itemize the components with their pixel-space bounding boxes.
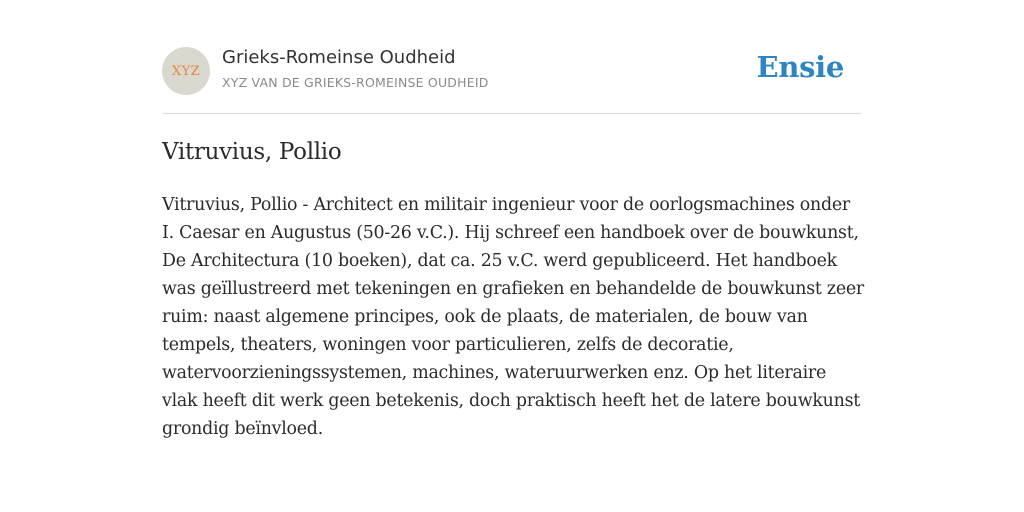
source-avatar[interactable] [162,47,210,95]
brand-logo[interactable]: Ensie [756,50,844,84]
source-header [162,45,862,97]
source-title[interactable]: Grieks-Romeinse Oudheid [222,47,456,68]
avatar-text: XYZ [171,63,201,79]
article-body: Vitruvius, Pollio - Architect en militair ingenieur voor de oorlogsmachines onder I. Caesar en Augustus (50-26 v.C.). Hij schreef een handboek over de bouwkunst, De Architectura (10 boeken), dat ca. 25 v.C. werd gepubliceerd. Het handboek was geïllustreerd met tekeningen en grafieken en behandelde de bouwkunst zeer ruim: naast algemene principes, ook de plaats, de materialen, de bouw van tempels, theaters, woningen voor particulieren, zelfs de decoratie, watervoorzieningssystemen, machines, wateruurwerken enz. Op het literaire vlak heeft dit werk geen betekenis, doch praktisch heeft het de latere bouwkunst grondig beïnvloed. [162,195,864,439]
article-title: Vitruvius, Pollio [162,139,342,165]
source-subtitle: XYZ VAN DE GRIEKS-ROMEINSE OUDHEID [222,75,489,90]
header-divider [162,113,862,114]
